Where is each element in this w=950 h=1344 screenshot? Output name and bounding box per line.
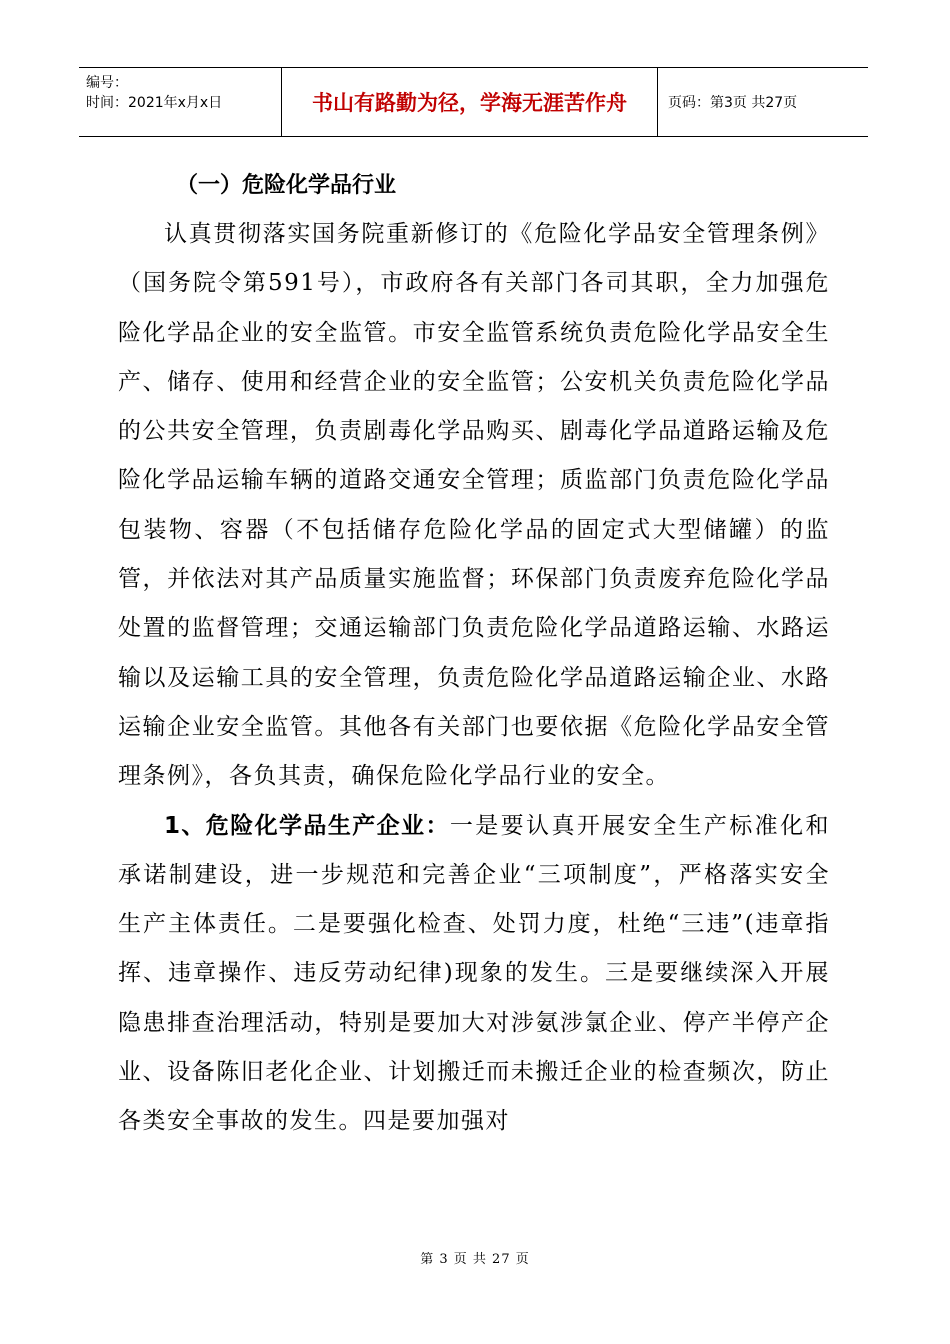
document-time-label: 时间：2021年x月x日 (86, 95, 223, 111)
page-header (79, 67, 868, 137)
header-meta (79, 68, 282, 136)
page-footer: 第 3 页 共 27 页 (420, 1252, 530, 1267)
section-heading: （一）危险化学品行业 (176, 173, 397, 198)
paragraph-text: 一是要认真开展安全生产标准化和承诺制建设，进一步规范和完善企业“三项制度”，严格落实安全生产主体责任。二是要强化检查、处罚力度，杜绝“三违”(违章指挥、违章操作、违反劳动纪律)现象的发生。三是要继续深入开展隐患排查治理活动，特别是要加大对涉氨涉氯企业、停产半停产企业、设备陈旧老化企业、计划搬迁而未搬迁企业的检查频次，防止各类安全事故的发生。四是要加强对 (118, 812, 830, 1135)
paragraph-production-enterprises (118, 802, 830, 1147)
document-body (118, 162, 830, 1147)
paragraph-lead: 1、危险化学品生产企业： (164, 812, 450, 839)
document-number-label: 编号： (86, 75, 128, 91)
header-motto: 书山有路勤为径，学海无涯苦作舟 (282, 68, 658, 136)
paragraph-hazardous-chemicals-industry: 认真贯彻落实国务院重新修订的《危险化学品安全管理条例》（国务院令第591号），市政府各有关部门各司其职，全力加强危险化学品企业的安全监管。市安全监管系统负责危险化学品安全生产、储存、使用和经营企业的安全监管；公安机关负责危险化学品的公共安全管理，负责剧毒化学品购买、剧毒化学品道路运输及危险化学品运输车辆的道路交通安全管理；质监部门负责危险化学品包装物、容器（不包括储存危险化学品的固定式大型储罐）的监管，并依法对其产品质量实施监督；环保部门负责废弃危险化学品处置的监督管理；交通运输部门负责危险化学品道路运输、水路运输以及运输工具的安全管理，负责危险化学品道路运输企业、水路运输企业安全监管。其他各有关部门也要依据《危险化学品安全管理条例》，各负其责，确保危险化学品行业的安全。 (118, 221, 830, 790)
header-page-info: 页码：第3页 共27页 (668, 95, 798, 111)
